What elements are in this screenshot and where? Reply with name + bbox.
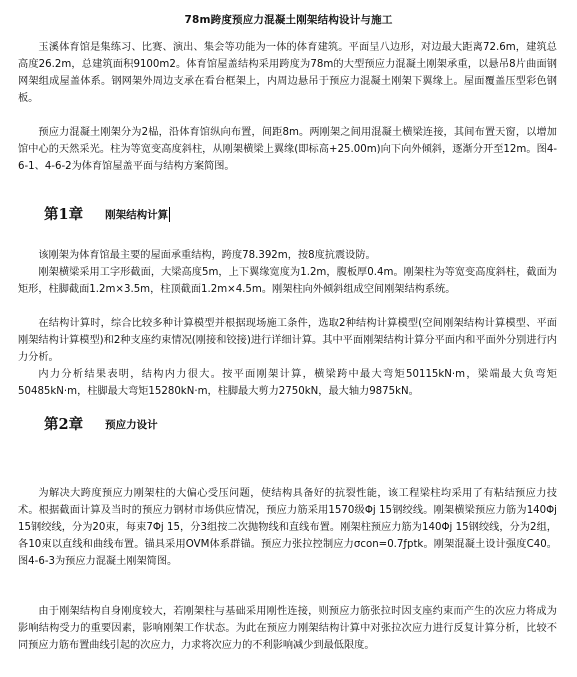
chapter-2-title: 预应力设计 bbox=[105, 419, 158, 431]
chapter-2-paragraph-2: 由于刚架结构自身刚度较大，若刚架柱与基础采用刚性连接，则预应力筋张拉时因支座约束而产生的次应力将成为影响结构受力的重要因素，影响刚架工作状态。为此在预应力刚架结构计算中对张拉次应力进行反复计算分析，比较不同预应力筋布置曲线引起的次应力，力求将次应力的不利影响减少到最低限度。 bbox=[18, 606, 557, 651]
chapter-2-paragraph-1: 为解决大跨度预应力刚架柱的大偏心受压问题，使结构具备好的抗裂性能，该工程梁柱均采用了有粘结预应力技术。根据截面计算及当时的预应力钢材市场供应情况，预应力筋采用1570级Φj 15钢绞线。刚架横梁预应力筋为140Φj 15钢绞线，分为20束，每束7Φj 15，分3组按二次抛物线和直线布置。刚架柱预应力筋为140Φj 15钢绞线，分为2组，各10束以直线和曲线布置。锚具采用OVM体系群锚。预应力张拉控制应力σcon=0.7ƒptk。刚架混凝土设计强度C40。图4-6-3为预应力混凝土刚架简图。 bbox=[18, 488, 557, 567]
chapter-1-paragraph-1: 该刚架为体育馆最主要的屋面承重结构，跨度78.392m，按8度抗震设防。 bbox=[38, 250, 376, 261]
chapter-1-title: 刚架结构计算 bbox=[105, 209, 169, 221]
chapter-1-number: 第1章 bbox=[44, 206, 84, 223]
chapter-1-heading bbox=[44, 203, 170, 224]
chapter-2-number: 第2章 bbox=[44, 416, 84, 433]
chapter-1-paragraph-2: 刚架横梁采用工字形截面，大梁高度5m，上下翼缘宽度为1.2m，腹板厚0.4m。刚架柱为等宽变高度斜柱，截面为矩形，柱脚截面1.2m×3.5m，柱顶截面1.2m×4.5m。刚架柱向外倾斜组成空间刚架结构系统。 bbox=[18, 267, 557, 295]
text-cursor bbox=[169, 207, 170, 222]
chapter-1-paragraph-3: 在结构计算时，综合比较多种计算模型并根据现场施工条件，选取2种结构计算模型(空间刚架结构计算模型、平面刚架结构计算模型)和2种支座约束情况(刚接和铰接)进行详细计算。其中平面刚架结构计算分平面内和平面外分别进行内力分析。 bbox=[18, 318, 557, 363]
intro-paragraph-2: 预应力混凝土刚架分为2榀，沿体育馆纵向布置，间距8m。两刚架之间用混凝土横梁连接，其间布置天窗，以增加馆中心的天然采光。柱为等宽变高度斜柱，从刚架横梁上翼缘(即标高+25.00m)向下向外倾斜，逐渐分开至12m。图4-6-1、4-6-2为体育馆屋盖平面与结构方案简图。 bbox=[18, 127, 557, 172]
intro-paragraph-1: 玉溪体育馆是集练习、比赛、演出、集会等功能为一体的体育建筑。平面呈八边形，对边最大距离72.6m，建筑总高度26.2m，总建筑面积9100m2。体育馆屋盖结构采用跨度为78m的大型预应力混凝土刚架承重，以悬吊8片曲面钢网架组成屋盖体系。钢网架外周边支承在看台框架上，内周边悬吊于预应力混凝土刚架下翼缘上。屋面覆盖压型彩色钢板。 bbox=[18, 42, 557, 104]
document-title: 78m跨度预应力混凝土刚架结构设计与施工 bbox=[184, 14, 393, 26]
chapter-1-paragraph-4: 内力分析结果表明，结构内力很大。按平面刚架计算，横梁跨中最大弯矩50115kN·m，梁端最大负弯矩50485kN·m，柱脚最大弯矩15280kN·m，柱脚最大剪力2750kN，最大轴力9875kN。 bbox=[18, 369, 557, 397]
chapter-2-heading bbox=[44, 413, 158, 434]
